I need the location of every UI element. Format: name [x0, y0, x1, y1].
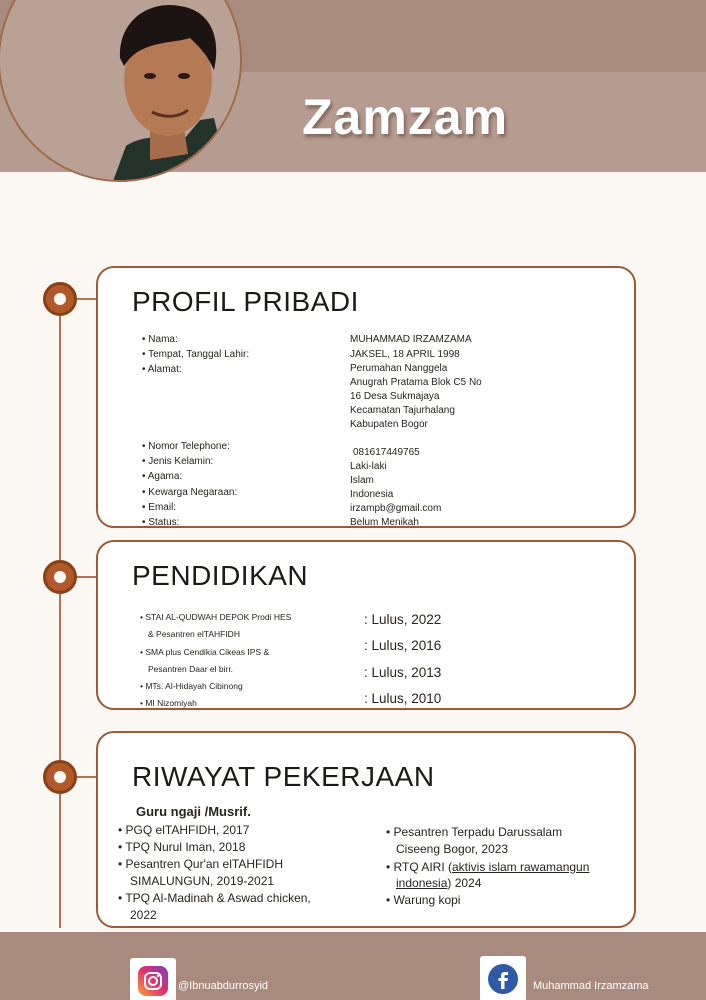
footer: [0, 932, 706, 1000]
profile-label-status: • Status:: [142, 515, 179, 530]
header-name: Zamzam: [302, 89, 509, 145]
education-title: PENDIDIKAN: [132, 560, 309, 591]
education-graduation: : Lulus, 2013: [364, 665, 442, 680]
work-card: [96, 731, 636, 928]
work-item-line: SIMALUNGUN, 2019-2021: [130, 874, 275, 888]
profile-value-birth: JAKSEL, 18 APRIL 1998: [350, 349, 460, 360]
profile-label-email: • Email:: [142, 500, 176, 515]
facebook-name[interactable]: Muhammad Irzamzama: [533, 980, 649, 992]
profile-label-gender: • Jenis Kelamin:: [142, 454, 213, 469]
instagram-handle[interactable]: @Ibnuabdurrosyid: [178, 980, 269, 992]
profile-value-address-line: Kecamatan Tajurhalang: [350, 405, 455, 416]
profile-value-status: Belum Menikah: [350, 517, 419, 528]
education-item-line: • MI Nizomiyah: [140, 698, 197, 708]
profile-card: [96, 266, 636, 528]
work-title: RIWAYAT PEKERJAAN: [132, 761, 435, 792]
work-item-line: • TPQ Al-Madinah & Aswad chicken,: [118, 890, 311, 907]
timeline-line: [59, 300, 61, 928]
profile-value-gender: Laki-laki: [350, 461, 387, 472]
education-item-line: & Pesantren elTAHFIDH: [148, 629, 240, 639]
education-card: [96, 540, 636, 710]
timeline-connector-education: [77, 576, 97, 578]
work-item-airi-cont: [396, 875, 481, 892]
profile-label-phone: • Nomor Telephone:: [142, 439, 230, 454]
work-subtitle: Guru ngaji /Musrif.: [136, 804, 251, 819]
profile-value-address-line: 16 Desa Sukmajaya: [350, 391, 440, 402]
work-airi-suffix: ) 2024: [447, 876, 482, 890]
profile-value-address-line: Anugrah Pratama Blok C5 No: [350, 377, 482, 388]
work-item-line: • PGQ elTAHFIDH, 2017: [118, 822, 249, 839]
instagram-icon: [130, 958, 176, 1000]
timeline-dot-profile: [43, 282, 77, 316]
facebook-icon: [480, 956, 526, 1000]
education-item-line: • MTs. Al-Hidayah Cibinong: [140, 681, 243, 691]
work-airi-link-2[interactable]: indonesia: [396, 876, 448, 890]
timeline-dot-education: [43, 560, 77, 594]
work-item-line: • Pesantren Terpadu Darussalam: [386, 824, 562, 841]
timeline-connector-work: [77, 776, 97, 778]
work-item-line: 2022: [130, 908, 157, 922]
work-item-line: Ciseeng Bogor, 2023: [396, 842, 509, 856]
work-item-airi: [386, 859, 589, 876]
profile-value-address-line: Kabupaten Bogor: [350, 419, 428, 430]
work-airi-link[interactable]: aktivis islam rawamangun: [452, 860, 590, 874]
profile-value-religion: Islam: [350, 475, 374, 486]
profile-label-address: • Alamat:: [142, 362, 182, 377]
work-item-line: • TPQ Nurul Iman, 2018: [118, 839, 245, 856]
work-item-line: • Warung kopi: [386, 892, 460, 909]
education-item-line: • STAI AL-QUDWAH DEPOK Prodi HES: [140, 612, 291, 622]
profile-title: PROFIL PRIBADI: [132, 286, 359, 317]
profile-value-email: irzampb@gmail.com: [350, 503, 442, 514]
profile-value-name: MUHAMMAD IRZAMZAMA: [350, 334, 472, 345]
work-item-line: • Pesantren Qur'an elTAHFIDH: [118, 856, 283, 873]
profile-value-citizenship: Indonesia: [350, 489, 394, 500]
profile-label-religion: • Agama:: [142, 469, 182, 484]
facebook-tile[interactable]: [480, 956, 526, 1000]
profile-label-birth: • Tempat, Tanggal Lahir:: [142, 347, 249, 362]
timeline-connector-profile: [77, 298, 97, 300]
profile-value-phone: 081617449765: [353, 447, 420, 458]
profile-label-citizenship: • Kewarga Negaraan:: [142, 485, 237, 500]
timeline-dot-work: [43, 760, 77, 794]
education-graduation: : Lulus, 2016: [364, 638, 442, 653]
education-item-line: Pesantren Daar el birr.: [148, 664, 234, 674]
education-item-line: • SMA plus Cendikia Cikeas IPS &: [140, 647, 269, 657]
profile-label-name: • Nama:: [142, 332, 178, 347]
education-graduation: : Lulus, 2022: [364, 612, 442, 627]
work-airi-prefix: RTQ AIRI (: [393, 860, 452, 874]
instagram-tile[interactable]: [130, 958, 176, 1000]
profile-value-address-line: Perumahan Nanggela: [350, 363, 448, 374]
education-graduation: : Lulus, 2010: [364, 691, 442, 706]
